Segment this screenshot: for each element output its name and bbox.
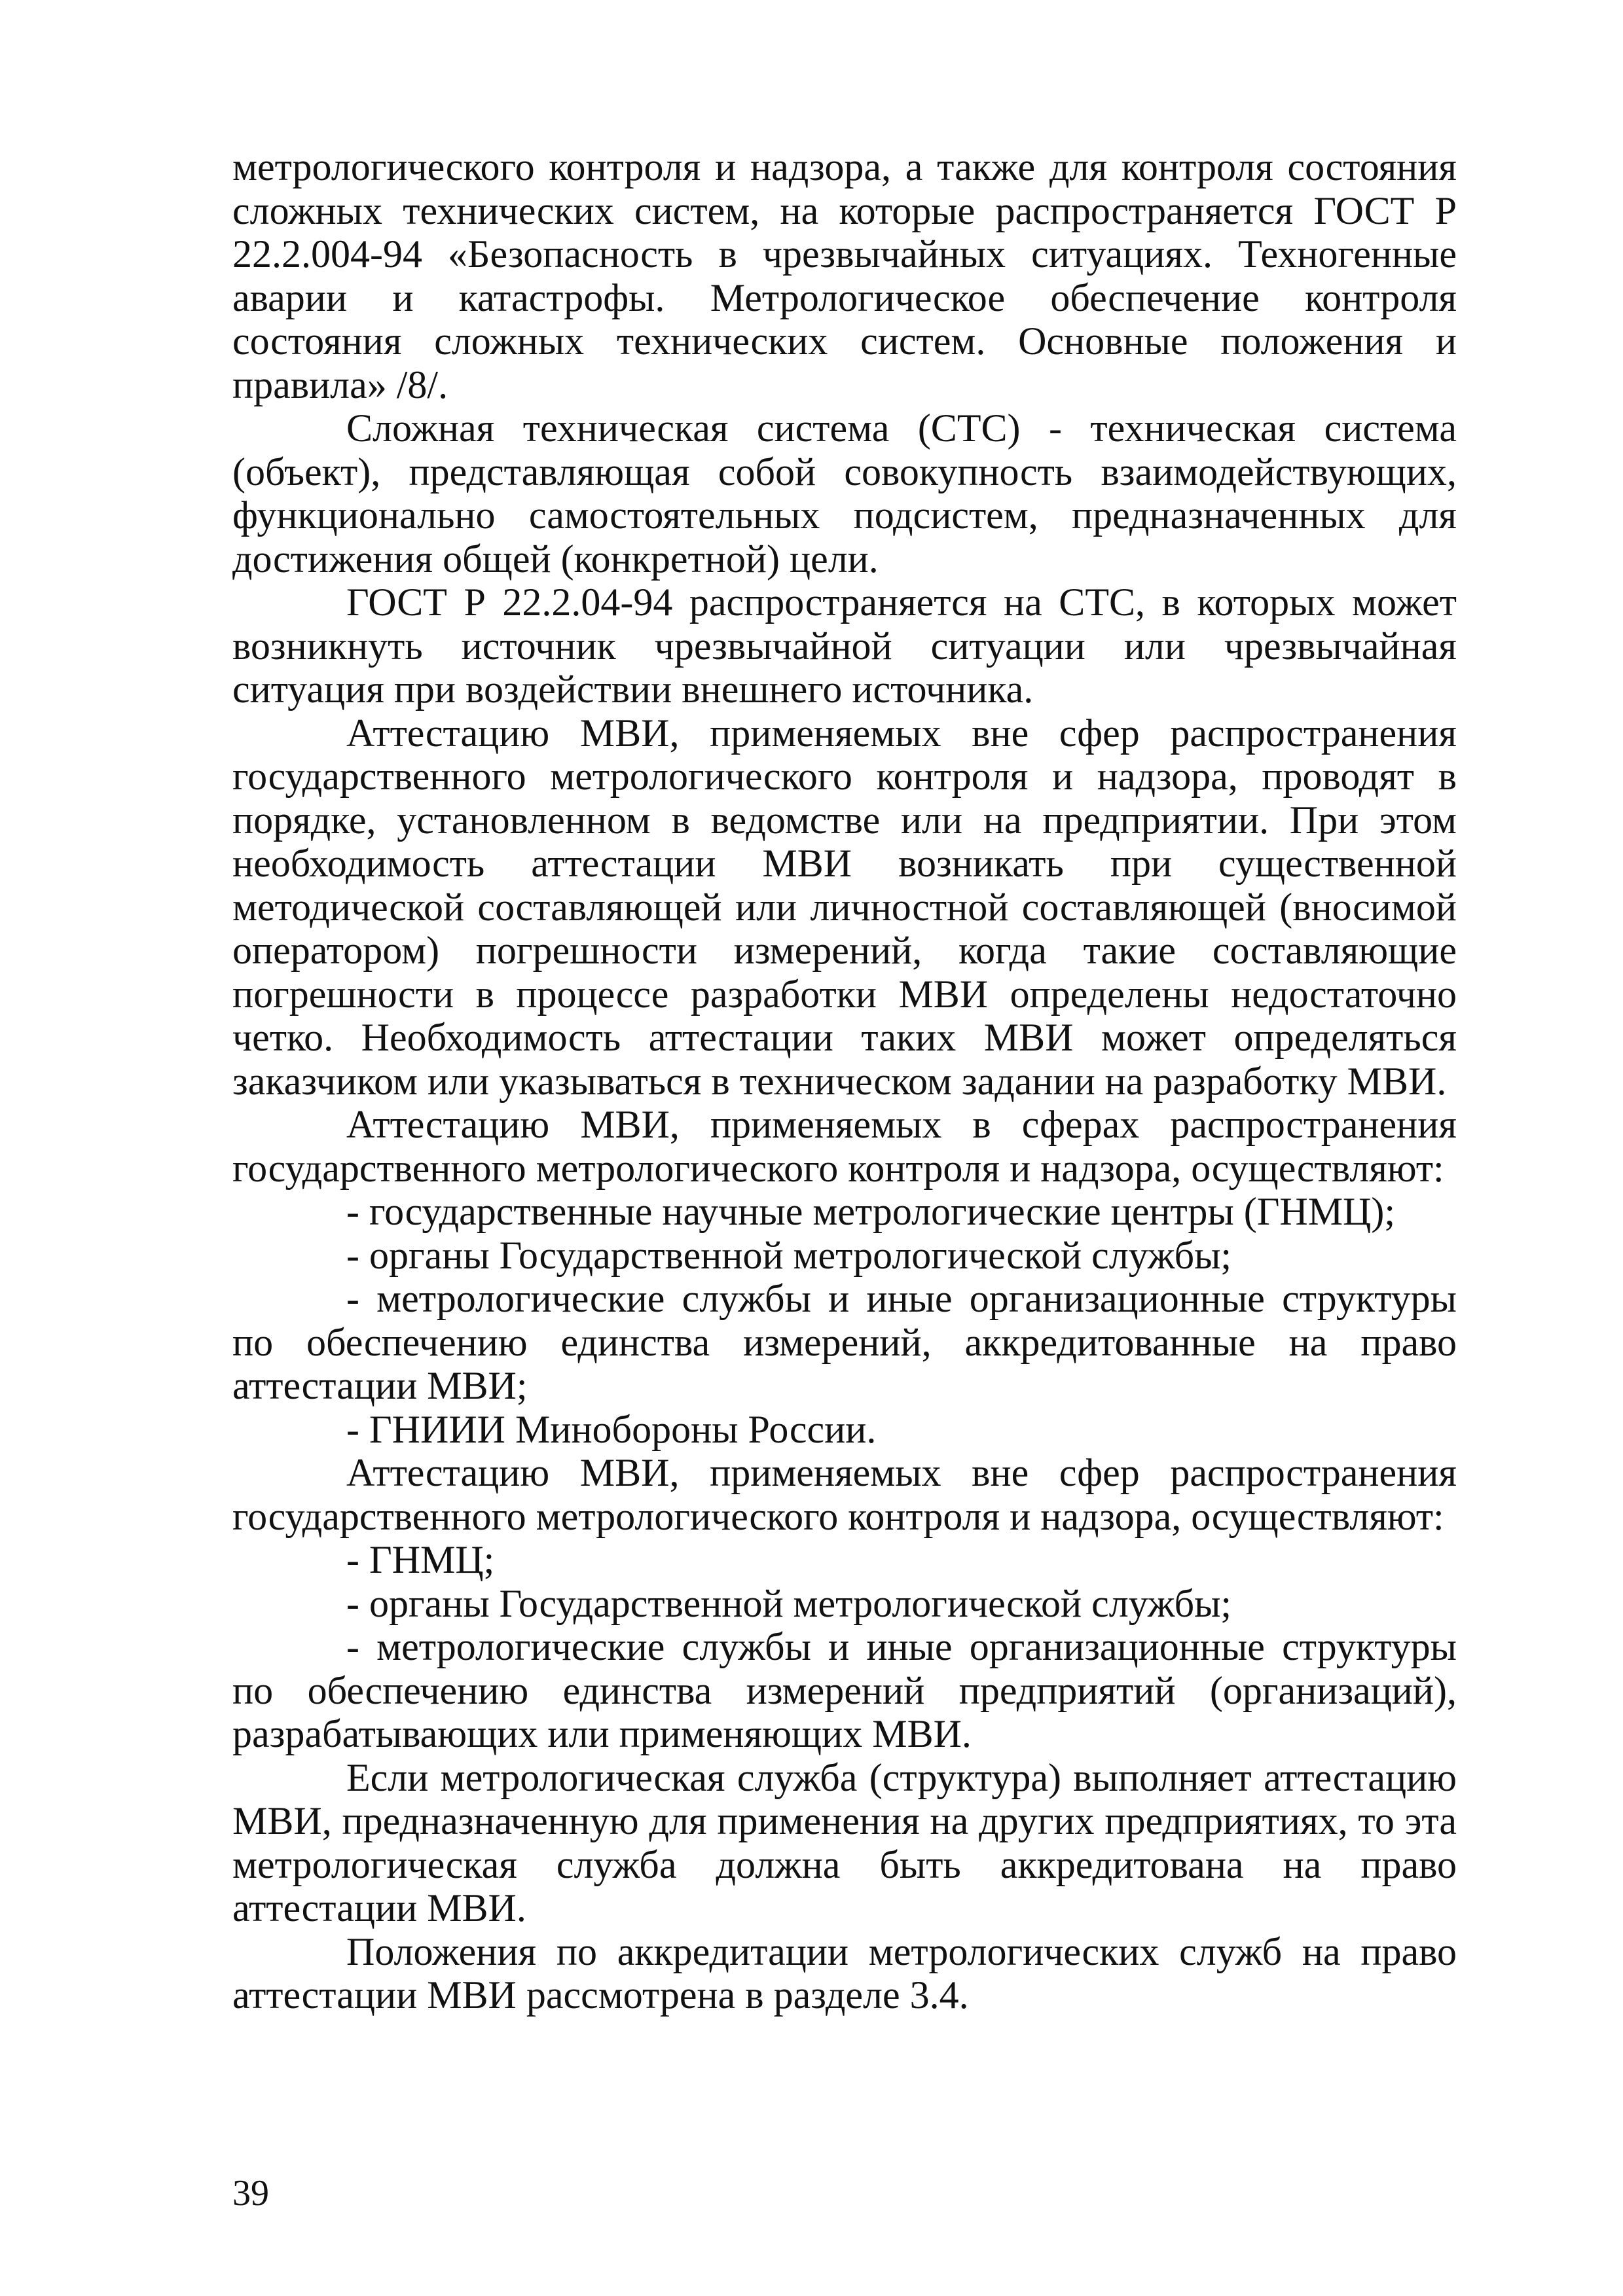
list-item: - ГНИИИ Минобороны России. [346,1407,877,1451]
page-number: 39 [232,2173,269,2214]
paragraph-attestation-inside: Аттестацию МВИ, применяемых в сферах распространения государственного метрологического контроля и надзора, осуществляют: [232,1103,1457,1190]
list-item: - метрологические службы и иные организационные структуры по обеспечению единства измерений, аккредитованные на право аттестации МВИ; [232,1277,1457,1407]
list-item: - ГНМЦ; [346,1538,495,1581]
paragraph-sts-definition: Сложная техническая система (СТС) - техническая система (объект), представляющая собой совокупность взаимодействующих, функционально самостоятельных подсистем, предназначенных для достижения общей (конкретной) цели. [232,406,1457,581]
list-item: - государственные научные метрологические центры (ГНМЦ); [346,1190,1396,1233]
paragraph-attestation-outside-who: Аттестацию МВИ, применяемых вне сфер распространения государственного метрологического контроля и надзора, осуществляют: [232,1451,1457,1538]
paragraph-gost-intro: метрологического контроля и надзора, а также для контроля состояния сложных технических систем, на которые распространяется ГОСТ Р 22.2.004-94 «Безопасность в чрезвычайных ситуациях. Техногенные аварии и катастрофы. Метрологическое обеспечение контроля состояния сложных технических систем. Основные положения и правила» /8/. [232,145,1457,406]
paragraph-gost-scope: ГОСТ Р 22.2.04-94 распространяется на СТС, в которых может возникнуть источник чрезвычайной ситуации или чрезвычайная ситуация при воздействии внешнего источника. [232,581,1457,711]
list-item: - органы Государственной метрологической службы; [346,1233,1232,1277]
paragraph-attestation-outside: Аттестацию МВИ, применяемых вне сфер распространения государственного метрологического контроля и надзора, проводят в порядке, установленном в ведомстве или на предприятии. При этом необходимость аттестации МВИ возникать при существенной методической составляющей или личностной составляющей (вносимой оператором) погрешности измерений, когда такие составляющие погрешности в процессе разработки МВИ определены недостаточно четко. Необходимость аттестации таких МВИ может определяться заказчиком или указываться в техническом задании на разработку МВИ. [232,711,1457,1103]
list-item: - органы Государственной метрологической службы; [346,1581,1232,1625]
paragraph-accreditation-requirement: Если метрологическая служба (структура) выполняет аттестацию МВИ, предназначенную для применения на других предприятиях, то эта метрологическая служба должна быть аккредитована на право аттестации МВИ. [232,1755,1457,1929]
paragraph-accreditation-reference: Положения по аккредитации метрологических служб на право аттестации МВИ рассмотрена в разделе 3.4. [232,1929,1457,2017]
list-item: - метрологические службы и иные организационные структуры по обеспечению единства измерений предприятий (организаций), разрабатывающих или применяющих МВИ. [232,1625,1457,1755]
page-body [232,145,1457,2017]
